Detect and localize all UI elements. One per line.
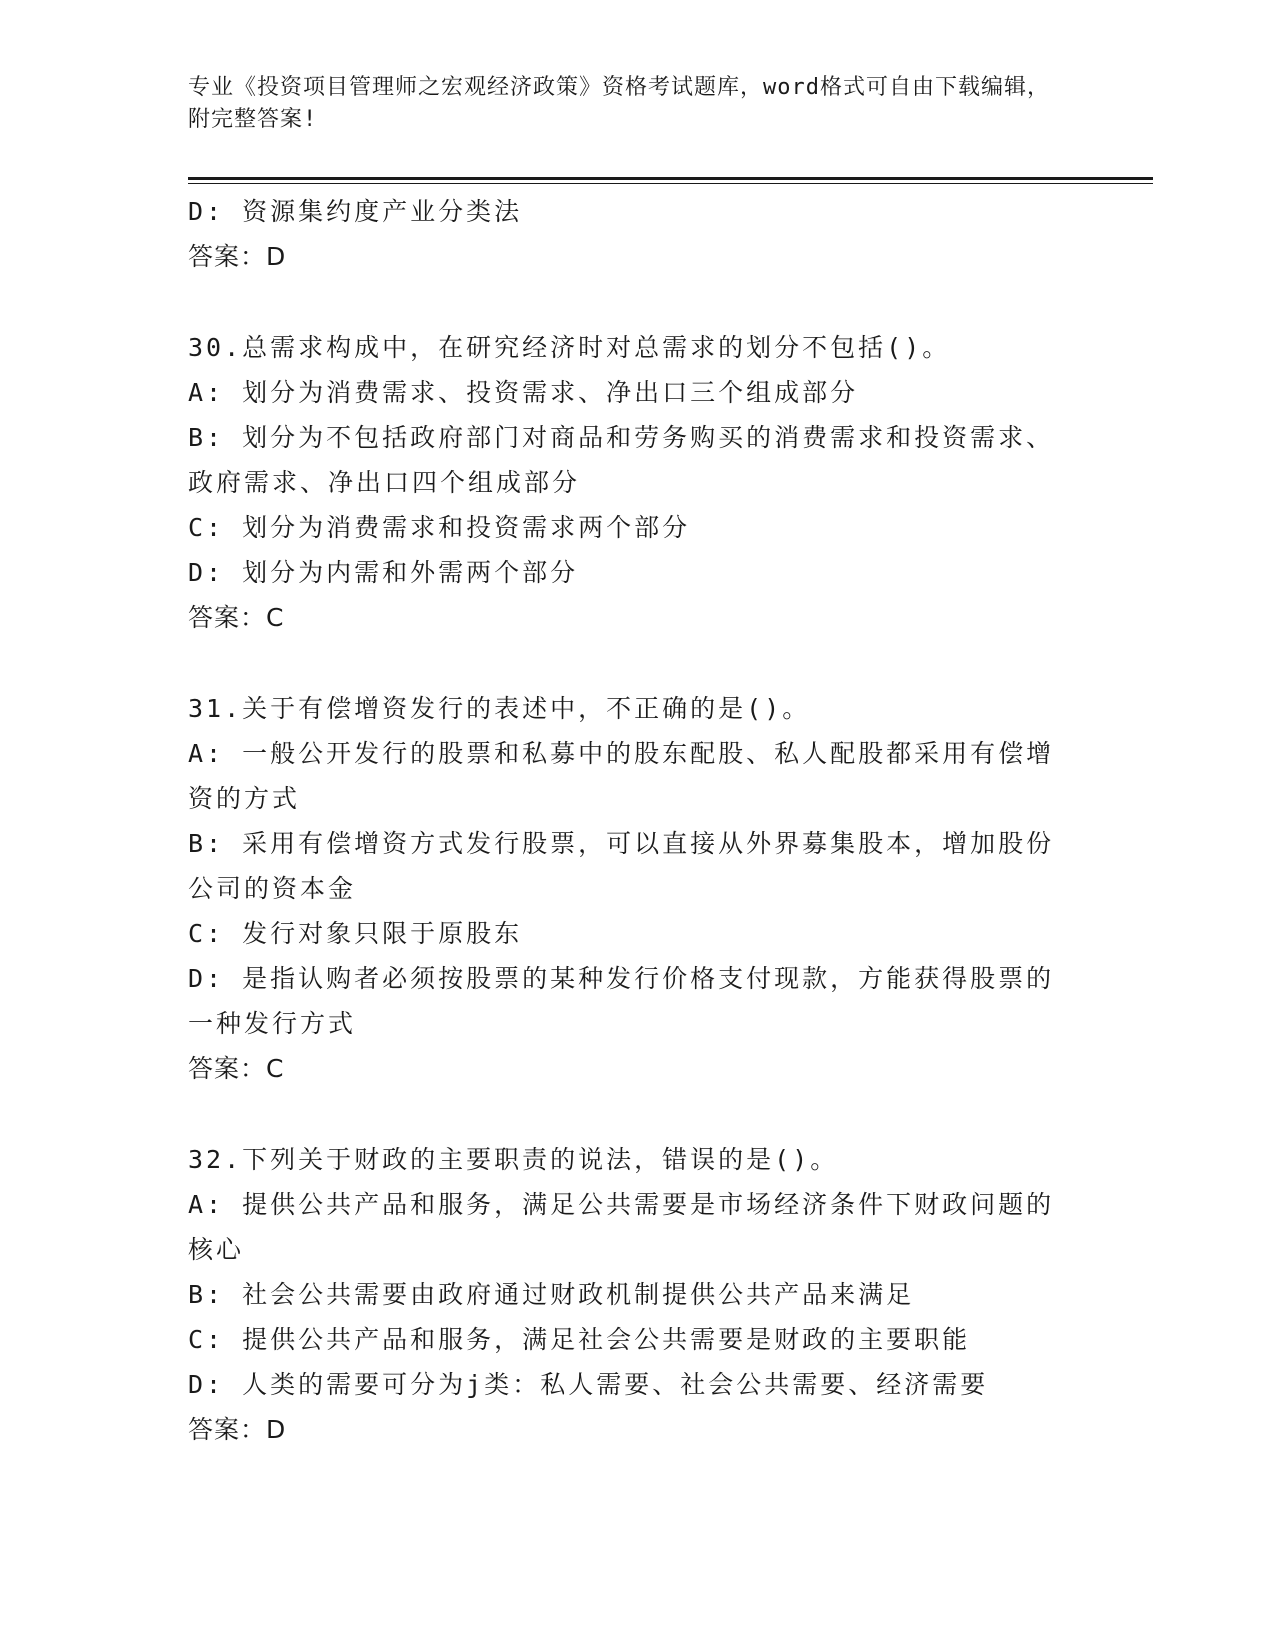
header-rule-thin <box>188 183 1153 184</box>
question-content <box>188 189 1078 1452</box>
spacer <box>188 640 1078 686</box>
question-stem-30: 30.总需求构成中，在研究经济时对总需求的划分不包括()。 <box>188 333 951 362</box>
header-rule-thick <box>188 177 1153 180</box>
option-d: D: 是指认购者必须按股票的某种发行价格支付现款，方能获得股票的一种发行方式 <box>188 964 1055 1038</box>
answer-line: 答案：D <box>188 242 287 271</box>
option-b: B: 采用有偿增资方式发行股票，可以直接从外界募集股本，增加股份公司的资本金 <box>188 829 1055 903</box>
option-b: B: 社会公共需要由政府通过财政机制提供公共产品来满足 <box>188 1280 915 1309</box>
answer-line: 答案：C <box>188 1054 285 1083</box>
option-c: C: 划分为消费需求和投资需求两个部分 <box>188 513 691 542</box>
document-header: 专业《投资项目管理师之宏观经济政策》资格考试题库，word格式可自由下载编辑，附完整答案! <box>188 75 1050 132</box>
answer-line: 答案：C <box>188 603 285 632</box>
spacer <box>188 279 1078 325</box>
option-d: D: 资源集约度产业分类法 <box>188 197 523 226</box>
option-a: A: 一般公开发行的股票和私募中的股东配股、私人配股都采用有偿增资的方式 <box>188 739 1055 813</box>
option-a: A: 提供公共产品和服务，满足公共需要是市场经济条件下财政问题的核心 <box>188 1190 1055 1264</box>
option-c: C: 提供公共产品和服务，满足社会公共需要是财政的主要职能 <box>188 1325 971 1354</box>
question-stem-31: 31.关于有偿增资发行的表述中，不正确的是()。 <box>188 694 811 723</box>
question-stem-32: 32.下列关于财政的主要职责的说法，错误的是()。 <box>188 1145 839 1174</box>
option-a: A: 划分为消费需求、投资需求、净出口三个组成部分 <box>188 378 859 407</box>
option-c: C: 发行对象只限于原股东 <box>188 919 523 948</box>
option-b: B: 划分为不包括政府部门对商品和劳务购买的消费需求和投资需求、政府需求、净出口四个组成部分 <box>188 423 1055 497</box>
spacer <box>188 1091 1078 1137</box>
answer-line: 答案：D <box>188 1415 287 1444</box>
option-d: D: 人类的需要可分为j类：私人需要、社会公共需要、经济需要 <box>188 1370 989 1399</box>
option-d: D: 划分为内需和外需两个部分 <box>188 558 579 587</box>
